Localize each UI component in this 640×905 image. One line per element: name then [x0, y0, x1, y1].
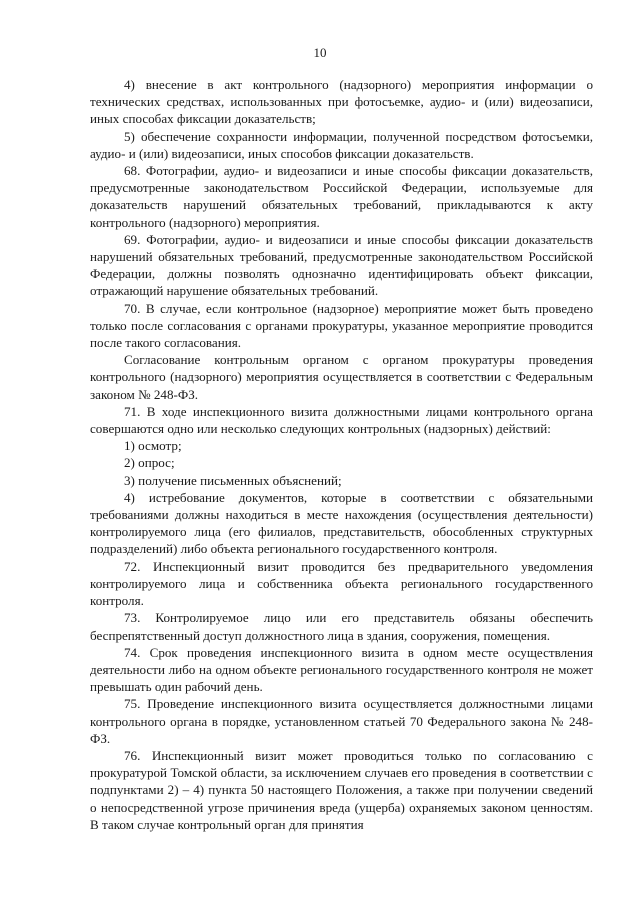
list-item-survey: 2) опрос;	[124, 455, 175, 471]
paragraph-72: 72. Инспекционный визит проводится без предварительного уведомления контролируемого лица и собственника объекта регионального государственного контроля.	[90, 558, 593, 609]
paragraph-76: 76. Инспекционный визит может проводиться только по согласованию с прокуратурой Томской области, за исключением случаев его проведения в соответствии с подпунктами 2) – 4) пункта 50 настоящего Положения, а также при получении сведений о непосредственной угрозе причинения вреда (ущерба) охраняемых законом ценностям. В таком случае контрольный орган для принятия	[90, 747, 593, 832]
page-number: 10	[313, 45, 327, 60]
paragraph-item-5-preservation: 5) обеспечение сохранности информации, полученной посредством фотосъемки, аудио- и (или) видеозаписи, иных способов фиксации доказательств.	[90, 128, 593, 161]
paragraph-68: 68. Фотографии, аудио- и видеозаписи и иные способы фиксации доказательств, предусмотренные законодательством Российской Федерации, используемые для доказательств нарушений обязательных требований, прикладываются к акту контрольного (надзорного) мероприятия.	[90, 163, 593, 230]
paragraph-75: 75. Проведение инспекционного визита осуществляется должностными лицами контрольного органа в порядке, установленном статьей 70 Федерального закона № 248-ФЗ.	[90, 696, 593, 746]
paragraph-74: 74. Срок проведения инспекционного визита в одном месте осуществления деятельности либо на одном объекте регионального государственного контроля не может превышать один рабочий день.	[90, 644, 593, 695]
list-item-written-explanations: 3) получение письменных объяснений;	[124, 472, 342, 488]
paragraph-item-4-act-info: 4) внесение в акт контрольного (надзорного) мероприятия информации о технических средствах, использованных при фотосъемке, аудио- и (или) видеозаписи, иных способах фиксации доказательств;	[90, 77, 593, 127]
list-item-inspection: 1) осмотр;	[124, 438, 182, 454]
paragraph-70-approval: Согласование контрольным органом с органом прокуратуры проведения контрольного (надзорного) мероприятия осуществляется в соответствии с Федеральным законом № 248-ФЗ.	[90, 352, 593, 402]
document-body	[90, 76, 593, 833]
list-item-document-request: 4) истребование документов, которые в соответствии с обязательными требованиями должны находиться в месте нахождения (осуществления деятельности) контролируемого лица (его филиалов, представительств, обособленных структурных подразделений) либо объекта регионального государственного контроля.	[90, 489, 593, 557]
paragraph-69: 69. Фотографии, аудио- и видеозаписи и иные способы фиксации доказательств нарушений обязательных требований, предусмотренные законодательством Российской Федерации, должны позволять однозначно идентифицировать объект фиксации, отражающий нарушение обязательных требований.	[90, 231, 593, 299]
paragraph-73: 73. Контролируемое лицо или его представитель обязаны обеспечить беспрепятственный доступ должностного лица в здания, сооружения, помещения.	[90, 610, 593, 643]
paragraph-70: 70. В случае, если контрольное (надзорное) мероприятие может быть проведено только после согласования с органами прокуратуры, указанное мероприятие проводится после такого согласования.	[90, 300, 593, 351]
paragraph-71: 71. В ходе инспекционного визита должностными лицами контрольного органа совершаются одно или несколько следующих контрольных (надзорных) действий:	[90, 403, 593, 437]
